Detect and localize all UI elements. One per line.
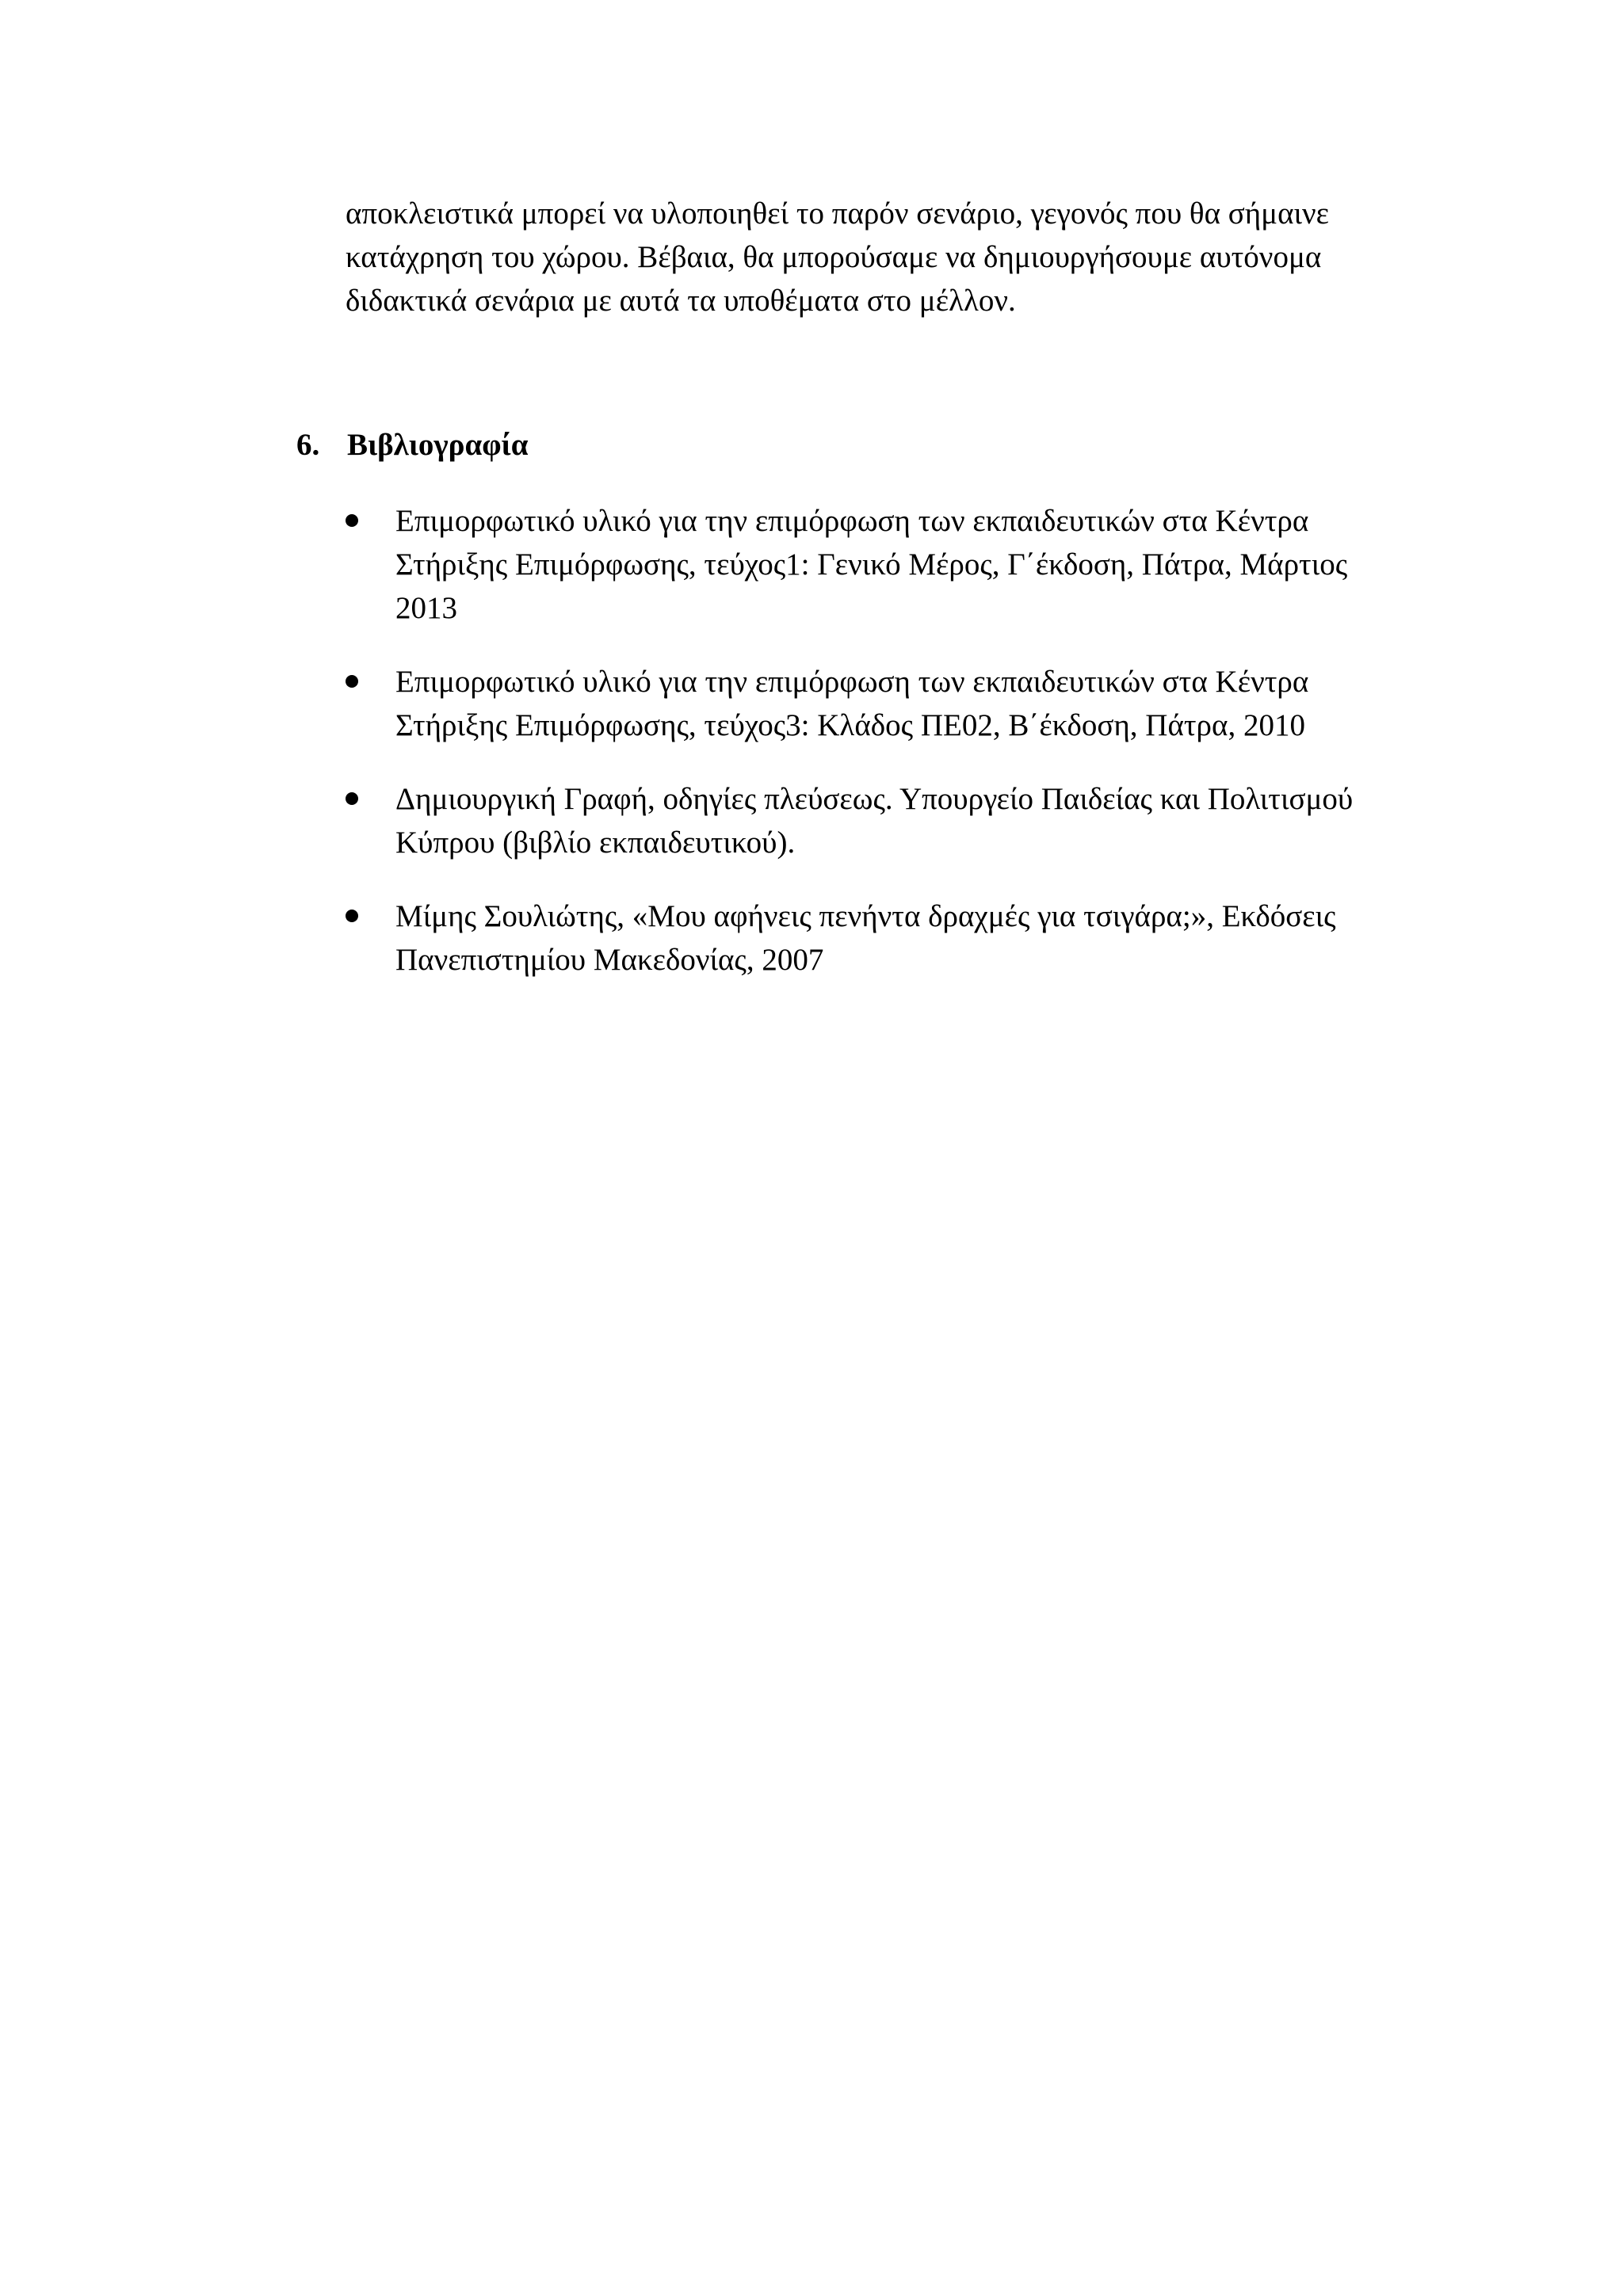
bibliography-list (346, 499, 1495, 982)
section-heading (296, 423, 528, 467)
bibliography-line: Επιμορφωτικό υλικό για την επιμόρφωση των εκπαιδευτικών στα Κέντρα (395, 504, 1309, 538)
intro-line: διδακτικά σενάρια με αυτά τα υποθέματα στο μέλλον. (346, 284, 1016, 318)
bibliography-line: Στήριξης Επιμόρφωσης, τεύχος3: Κλάδος ΠΕ02, Β΄έκδοση, Πάτρα, 2010 (395, 708, 1305, 742)
bullet-icon (346, 910, 358, 922)
bibliography-item (346, 894, 1495, 982)
bibliography-line: 2013 (395, 591, 457, 625)
intro-paragraph (346, 192, 1455, 322)
bibliography-line: Δημιουργική Γραφή, οδηγίες πλεύσεως. Υπουργείο Παιδείας και Πολιτισμού (395, 782, 1354, 816)
bibliography-line: Στήριξης Επιμόρφωσης, τεύχος1: Γενικό Μέρος, Γ΄έκδοση, Πάτρα, Μάρτιος (395, 547, 1348, 582)
section-number: 6. (296, 428, 320, 462)
bullet-icon (346, 514, 358, 527)
intro-line: αποκλειστικά μπορεί να υλοποιηθεί το παρόν σενάριο, γεγονός που θα σήμαινε (346, 196, 1330, 231)
section-title: Βιβλιογραφία (347, 428, 529, 462)
bibliography-item (346, 499, 1495, 630)
bibliography-line: Κύπρου (βιβλίο εκπαιδευτικού). (395, 826, 796, 860)
bibliography-line: Μίμης Σουλιώτης, «Μου αφήνεις πενήντα δραχμές για τσιγάρα;», Εκδόσεις (395, 899, 1336, 933)
intro-line: κατάχρηση του χώρου. Βέβαια, θα μπορούσαμε να δημιουργήσουμε αυτόνομα (346, 240, 1322, 274)
bibliography-line: Επιμορφωτικό υλικό για την επιμόρφωση των εκπαιδευτικών στα Κέντρα (395, 665, 1309, 699)
bibliography-item (346, 660, 1495, 747)
bibliography-line: Πανεπιστημίου Μακεδονίας, 2007 (395, 943, 824, 977)
bullet-icon (346, 675, 358, 688)
bullet-icon (346, 792, 358, 805)
bibliography-item (346, 777, 1495, 864)
